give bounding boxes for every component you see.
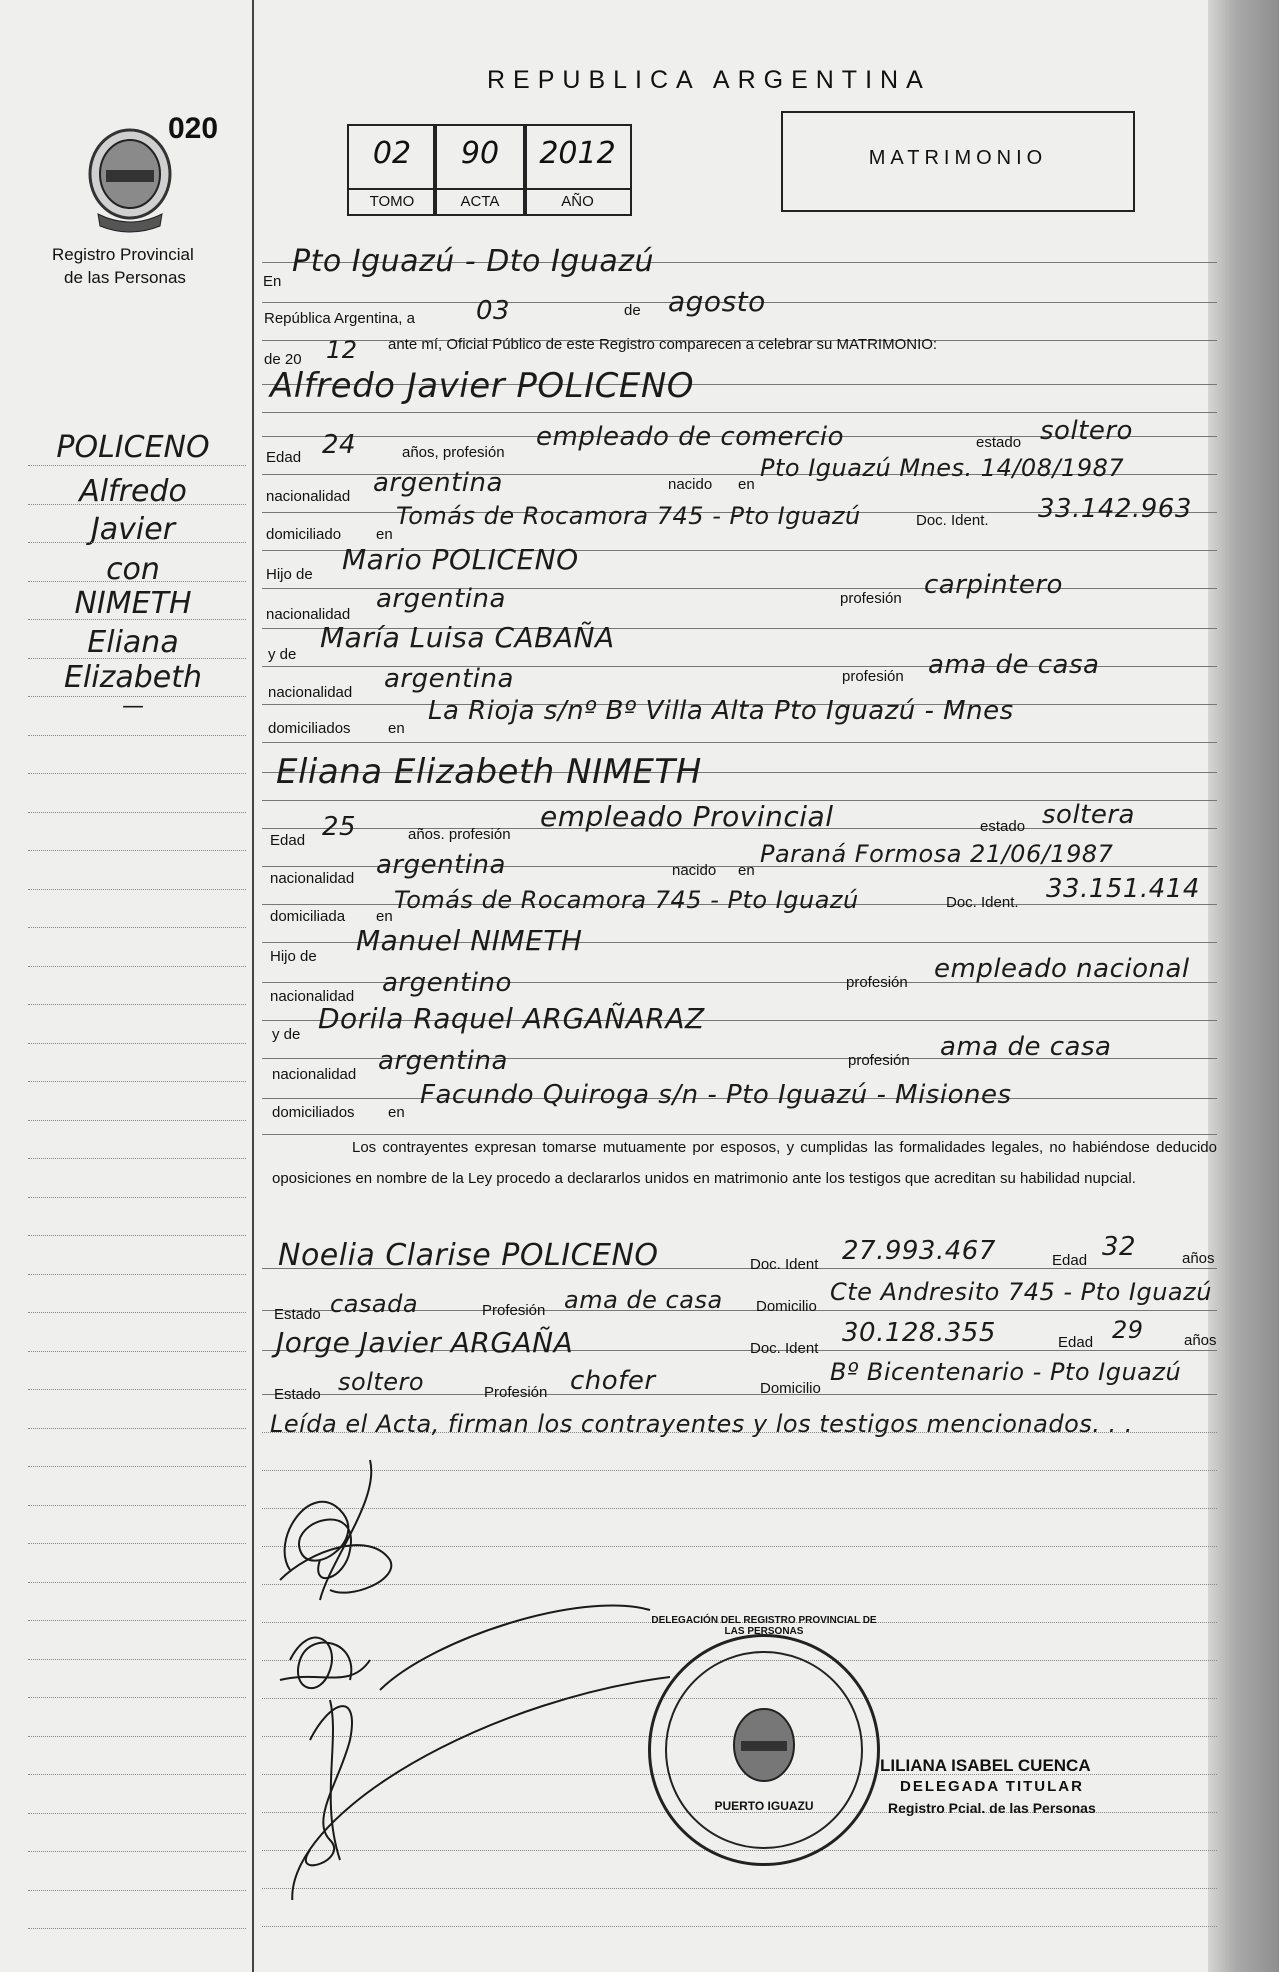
doc-label: Doc. Ident <box>750 1256 819 1273</box>
anio-value: 2012 <box>539 136 616 171</box>
form-rule-line <box>262 412 1217 413</box>
doc-label: Doc. Ident <box>750 1340 819 1357</box>
profesion-label: profesión <box>842 668 904 685</box>
edad-label: Edad <box>1052 1252 1088 1269</box>
stamp-office: Registro Pcial. de las Personas <box>888 1800 1096 1816</box>
anio-box <box>523 124 632 216</box>
witness1-doc: 27.993.467 <box>842 1236 996 1266</box>
hijo-de-label: Hijo de <box>266 566 313 583</box>
margin-rule-line <box>28 1736 246 1737</box>
domiciliados-label: domiciliados <box>272 1104 355 1121</box>
profesion-label: Profesión <box>482 1302 546 1319</box>
estado-label: Estado <box>274 1386 321 1403</box>
margin-rule-line <box>28 966 246 967</box>
signature-scribbles <box>250 1440 670 1900</box>
page-edge <box>1208 0 1279 1972</box>
spouse1-mother: María Luisa CABAÑA <box>320 621 615 654</box>
intro-text: ante mí, Oficial Público de este Registro comparecen a celebrar su MATRIMONIO: <box>388 336 938 353</box>
nacionalidad-label: nacionalidad <box>270 988 355 1005</box>
doc-label: Doc. Ident. <box>946 894 1019 911</box>
spouse1-mother-nationality: argentina <box>384 664 514 694</box>
margin-rule-line <box>28 1466 246 1467</box>
spouse2-father-profession: empleado nacional <box>934 954 1190 984</box>
witness2-address: Bº Bicentenario - Pto Iguazú <box>830 1358 1182 1386</box>
margin-rule-line <box>28 1235 246 1236</box>
stamp-name: LILIANA ISABEL CUENCA <box>880 1756 1091 1775</box>
en-label: en <box>738 476 755 493</box>
margin-note-line: con <box>106 552 160 587</box>
registry-name-1: Registro Provincial <box>52 245 194 264</box>
nacido-label: nacido <box>668 476 713 493</box>
date-month: agosto <box>668 285 766 318</box>
seal-city: PUERTO IGUAZU <box>714 1799 814 1813</box>
republica-label: República Argentina, a <box>264 310 415 327</box>
margin-rule-line <box>28 1851 246 1852</box>
margin-rule-line <box>28 1928 246 1929</box>
margin-rule-line <box>28 619 246 620</box>
tomo-label: TOMO <box>349 188 435 214</box>
edad-label: Edad <box>266 449 302 466</box>
witness1-profession: ama de casa <box>564 1286 723 1314</box>
anos-label: años <box>1184 1332 1217 1349</box>
form-rule-line <box>262 742 1217 743</box>
provincial-coat-of-arms-icon <box>84 122 176 234</box>
margin-rule-line <box>28 812 246 813</box>
doc-label: Doc. Ident. <box>916 512 989 529</box>
margin-rule-line <box>28 1697 246 1698</box>
margin-rule-line <box>28 581 246 582</box>
spouse2-nationality: argentina <box>376 850 506 880</box>
form-rule-line <box>262 1926 1217 1927</box>
margin-rule-line <box>28 773 246 774</box>
margin-rule-line <box>28 1890 246 1891</box>
margin-note-line: Elizabeth <box>63 660 203 695</box>
nacionalidad-label: nacionalidad <box>270 870 355 887</box>
margin-rule-line <box>28 1774 246 1775</box>
nacionalidad-label: nacionalidad <box>272 1066 357 1083</box>
margin-rule-line <box>28 1197 246 1198</box>
anio-label: AÑO <box>525 188 630 214</box>
margin-rule-line <box>28 1582 246 1583</box>
date-day: 03 <box>476 296 511 326</box>
profesion-label: profesión <box>840 590 902 607</box>
margin-note-line: NIMETH <box>74 586 192 621</box>
domicilio-label: Domicilio <box>756 1298 817 1315</box>
margin-rule-line <box>28 1543 246 1544</box>
domiciliada-label: domiciliada <box>270 908 346 925</box>
spouse2-mother: Dorila Raquel ARGAÑARAZ <box>318 1002 705 1035</box>
anos-label: años <box>1182 1250 1215 1267</box>
margin-note-line: Javier <box>90 512 176 547</box>
spouse1-father-profession: carpintero <box>924 570 1063 600</box>
profesion-label: Profesión <box>484 1384 548 1401</box>
seal-emblem-icon <box>729 1705 799 1785</box>
nacionalidad-label: nacionalidad <box>266 606 351 623</box>
nacido-label: nacido <box>672 862 717 879</box>
spouse1-nationality: argentina <box>373 468 503 498</box>
margin-rule-line <box>28 1505 246 1506</box>
spouse2-mother-nationality: argentina <box>378 1046 508 1076</box>
en-label: en <box>376 908 393 925</box>
anos-label: años. profesión <box>408 826 511 843</box>
stamp-title: DELEGADA TITULAR <box>900 1778 1084 1795</box>
y-de-label: y de <box>268 646 297 663</box>
spouse2-age: 25 <box>322 812 357 842</box>
margin-rule-line <box>28 1120 246 1121</box>
country-title: REPUBLICA ARGENTINA <box>487 66 931 94</box>
margin-note-line: Eliana <box>87 625 179 660</box>
margin-rule-line <box>28 1428 246 1429</box>
spouse2-father-nationality: argentino <box>382 968 512 998</box>
nacionalidad-label: nacionalidad <box>268 684 353 701</box>
estado-label: estado <box>976 434 1022 451</box>
edad-label: Edad <box>270 832 306 849</box>
margin-rule-line <box>28 1620 246 1621</box>
estado-label: estado <box>980 818 1026 835</box>
margin-rule-line <box>28 658 246 659</box>
margin-rule-line <box>28 1351 246 1352</box>
spouse1-address: Tomás de Rocamora 745 - Pto Iguazú <box>396 502 861 530</box>
margin-rule-line <box>28 1813 246 1814</box>
spouse1-age: 24 <box>322 430 357 460</box>
margin-rule-line <box>28 735 246 736</box>
witness2-age: 29 <box>1112 1316 1144 1344</box>
margin-rule-line <box>28 889 246 890</box>
year-suffix: 12 <box>326 336 358 364</box>
margin-note-line: — <box>122 694 144 719</box>
witness1-address: Cte Andresito 745 - Pto Iguazú <box>830 1278 1212 1306</box>
margin-note-line: Alfredo <box>79 474 187 509</box>
margin-rule-line <box>28 504 246 505</box>
witness1-status: casada <box>330 1290 419 1318</box>
en-label: En <box>263 273 282 290</box>
edad-label: Edad <box>1058 1334 1094 1351</box>
spouse1-profession: empleado de comercio <box>536 422 845 452</box>
spouse2-profession: empleado Provincial <box>540 800 834 833</box>
en-label: en <box>388 720 405 737</box>
page-number: 020 <box>168 112 219 145</box>
official-seal <box>648 1615 880 1866</box>
tomo-value: 02 <box>372 136 412 171</box>
year-prefix: de 20 <box>264 351 302 368</box>
margin-rule-line <box>28 696 246 697</box>
profesion-label: profesión <box>848 1052 910 1069</box>
acta-value: 90 <box>460 136 500 171</box>
margin-rule-line <box>28 1659 246 1660</box>
domicilio-label: Domicilio <box>760 1380 821 1397</box>
witness2-status: soltero <box>338 1368 425 1396</box>
spouse1-doc: 33.142.963 <box>1038 494 1192 524</box>
spouse1-father: Mario POLICENO <box>342 543 579 576</box>
spouse2-doc: 33.151.414 <box>1046 874 1200 904</box>
spouse1-status: soltero <box>1040 416 1133 446</box>
spouse2-father: Manuel NIMETH <box>356 924 583 957</box>
witness2-name: Jorge Javier ARGAÑA <box>276 1326 574 1359</box>
margin-rule-line <box>28 1004 246 1005</box>
en-label: en <box>376 526 393 543</box>
en-label: en <box>388 1104 405 1121</box>
margin-rule-line <box>28 1312 246 1313</box>
marriage-statement: Los contrayentes expresan tomarse mutuamente por esposos, y cumplidas las formalidades legales, no habiéndose deducido oposiciones en nombre de la Ley procedo a declararlos unidos en matrimonio ante los testigos que acreditan su habilidad nupcial. <box>272 1139 1217 1187</box>
margin-rule-line <box>28 542 246 543</box>
margin-rule-line <box>28 927 246 928</box>
spouse1-parents-address: La Rioja s/nº Bº Villa Alta Pto Iguazú - Mnes <box>428 696 1014 726</box>
closing-line: Leída el Acta, firman los contrayentes y los testigos mencionados. . . <box>270 1410 1133 1438</box>
margin-note-line: POLICENO <box>56 430 210 465</box>
hijo-de-label: Hijo de <box>270 948 317 965</box>
spouse2-parents-address: Facundo Quiroga s/n - Pto Iguazú - Misiones <box>420 1080 1012 1110</box>
spouse2-address: Tomás de Rocamora 745 - Pto Iguazú <box>394 886 859 914</box>
witness2-profession: chofer <box>570 1366 656 1396</box>
nacionalidad-label: nacionalidad <box>266 488 351 505</box>
margin-rule-line <box>28 1389 246 1390</box>
profesion-label: profesión <box>846 974 908 991</box>
spouse1-name: Alfredo Javier POLICENO <box>270 366 695 406</box>
spouse2-born: Paraná Formosa 21/06/1987 <box>760 840 1114 868</box>
margin-rule-line <box>28 1158 246 1159</box>
margin-rule-line <box>28 850 246 851</box>
domiciliado-label: domiciliado <box>266 526 342 543</box>
witness1-age: 32 <box>1102 1232 1137 1262</box>
witness2-doc: 30.128.355 <box>842 1318 996 1348</box>
acta-label: ACTA <box>435 188 525 214</box>
margin-rule-line <box>28 1043 246 1044</box>
act-type-label: MATRIMONIO <box>868 147 1048 169</box>
margin-rule-line <box>28 1081 246 1082</box>
tomo-box <box>347 124 437 216</box>
witness1-name: Noelia Clarise POLICENO <box>278 1238 659 1273</box>
seal-text: DELEGACIÓN DEL REGISTRO PROVINCIAL DE LAS PERSONAS <box>651 1615 877 1637</box>
act-type-box <box>781 111 1135 212</box>
spouse2-name: Eliana Elizabeth NIMETH <box>276 752 702 792</box>
spouse1-mother-profession: ama de casa <box>928 650 1100 680</box>
registry-name-2: de las Personas <box>64 268 186 287</box>
anos-label: años, profesión <box>402 444 505 461</box>
margin-rule-line <box>28 1274 246 1275</box>
domiciliados-label: domiciliados <box>268 720 351 737</box>
spouse2-mother-profession: ama de casa <box>940 1032 1112 1062</box>
de-label: de <box>624 302 641 319</box>
spouse1-born: Pto Iguazú Mnes. 14/08/1987 <box>760 454 1125 482</box>
acta-box <box>433 124 527 216</box>
y-de-label: y de <box>272 1026 301 1043</box>
spouse1-father-nationality: argentina <box>376 584 506 614</box>
margin-rule-line <box>28 465 246 466</box>
estado-label: Estado <box>274 1306 321 1323</box>
place-value: Pto Iguazú - Dto Iguazú <box>292 244 654 279</box>
en-label: en <box>738 862 755 879</box>
spouse2-status: soltera <box>1042 800 1135 830</box>
